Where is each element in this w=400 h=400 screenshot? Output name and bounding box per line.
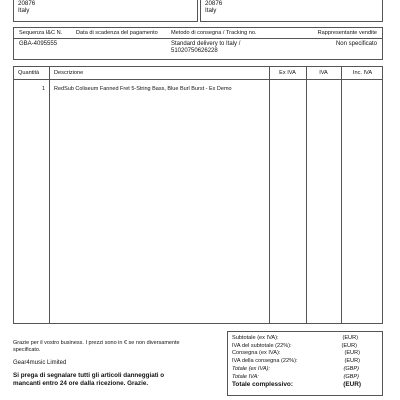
table-row bbox=[14, 86, 382, 95]
delivery-label: Consegna (ex IVA): bbox=[232, 350, 281, 357]
grand-total-value: (EUR) bbox=[343, 381, 361, 389]
due-date-header: Data di scadenza del pagamento bbox=[76, 30, 158, 36]
company-name: Gear4music Limited bbox=[13, 360, 67, 366]
totals-row-subtotal-vat bbox=[232, 343, 378, 351]
subtotal-label: Subtotale (ex IVA): bbox=[232, 335, 279, 341]
items-table bbox=[13, 66, 383, 324]
qty-header: Quantità bbox=[18, 70, 40, 76]
totals-row-delivery-vat bbox=[232, 358, 378, 366]
shipping-header: Metodo di consegna / Tracking no. bbox=[171, 30, 257, 36]
thanks-line-1: Grazie per il vostro business. I prezzi sono in € se non diversamente bbox=[13, 340, 180, 346]
description-header: Descrizione bbox=[54, 70, 84, 76]
row-description: RedSub Coliseum Fanned Fret 5-String Bass, Blue Burl Burst - Ex Demo bbox=[54, 86, 232, 92]
total-vat-label: Totale IVA: bbox=[232, 373, 259, 380]
rep-value: Non specificato bbox=[335, 41, 377, 47]
order-info-box bbox=[13, 27, 383, 60]
col-divider-qty bbox=[49, 67, 50, 323]
col-divider-exvat bbox=[269, 67, 270, 323]
grand-total-label: Totale complessivo: bbox=[232, 381, 293, 389]
inc-vat-header: Inc. IVA bbox=[352, 70, 373, 76]
delivery-value: (EUR) bbox=[344, 350, 360, 357]
sequence-header: Sequenza I&C N. bbox=[19, 30, 63, 36]
billing-country: Italy bbox=[18, 7, 30, 14]
footer-notes bbox=[13, 340, 218, 388]
totals-row-grand-total bbox=[232, 381, 378, 389]
delivery-postcode: 20876 bbox=[205, 0, 223, 7]
delivery-address-box bbox=[200, 0, 383, 22]
col-divider-incvat bbox=[341, 67, 342, 323]
subtotal-vat-value: (EUR) bbox=[341, 342, 357, 349]
totals-row-subtotal bbox=[232, 335, 378, 343]
delivery-country: Italy bbox=[205, 7, 217, 14]
billing-address-box bbox=[13, 0, 198, 22]
items-header-divider bbox=[14, 79, 382, 80]
subtotal-vat-label: IVA del subtotale (22%): bbox=[232, 342, 292, 349]
info-divider bbox=[14, 38, 382, 39]
totals-row-total-ex-vat bbox=[232, 366, 378, 374]
damage-notice-line-2: mancanti entro 24 ore dalla ricezione. Grazie. bbox=[13, 380, 149, 387]
sequence-value: GBA-4095555 bbox=[19, 41, 58, 47]
ex-vat-header: Ex IVA bbox=[279, 70, 296, 76]
damage-notice-line-1: Si prega di segnalare tutti gli articoli danneggiati o bbox=[13, 372, 165, 379]
totals-row-total-vat bbox=[232, 374, 378, 382]
total-vat-value: (GBP) bbox=[343, 373, 359, 380]
thanks-line-2: specificato. bbox=[13, 347, 41, 353]
subtotal-value: (EUR) bbox=[342, 335, 358, 341]
billing-postcode: 20876 bbox=[18, 0, 36, 7]
delivery-vat-label: IVA della consegna (22%): bbox=[232, 358, 298, 365]
total-ex-vat-value: (GBP) bbox=[343, 365, 359, 372]
totals-box bbox=[227, 331, 383, 396]
rep-header: Rappresentante vendite bbox=[317, 30, 377, 36]
shipping-value-line1: Standard delivery to Italy / bbox=[171, 41, 241, 47]
total-ex-vat-label: Totale (ex IVA): bbox=[232, 365, 271, 372]
delivery-vat-value: (EUR) bbox=[344, 358, 360, 365]
tracking-number: 51020750626228 bbox=[171, 48, 218, 54]
totals-row-delivery bbox=[232, 350, 378, 358]
vat-header: IVA bbox=[319, 70, 328, 76]
row-qty: 1 bbox=[41, 86, 45, 92]
col-divider-vat bbox=[306, 67, 307, 323]
